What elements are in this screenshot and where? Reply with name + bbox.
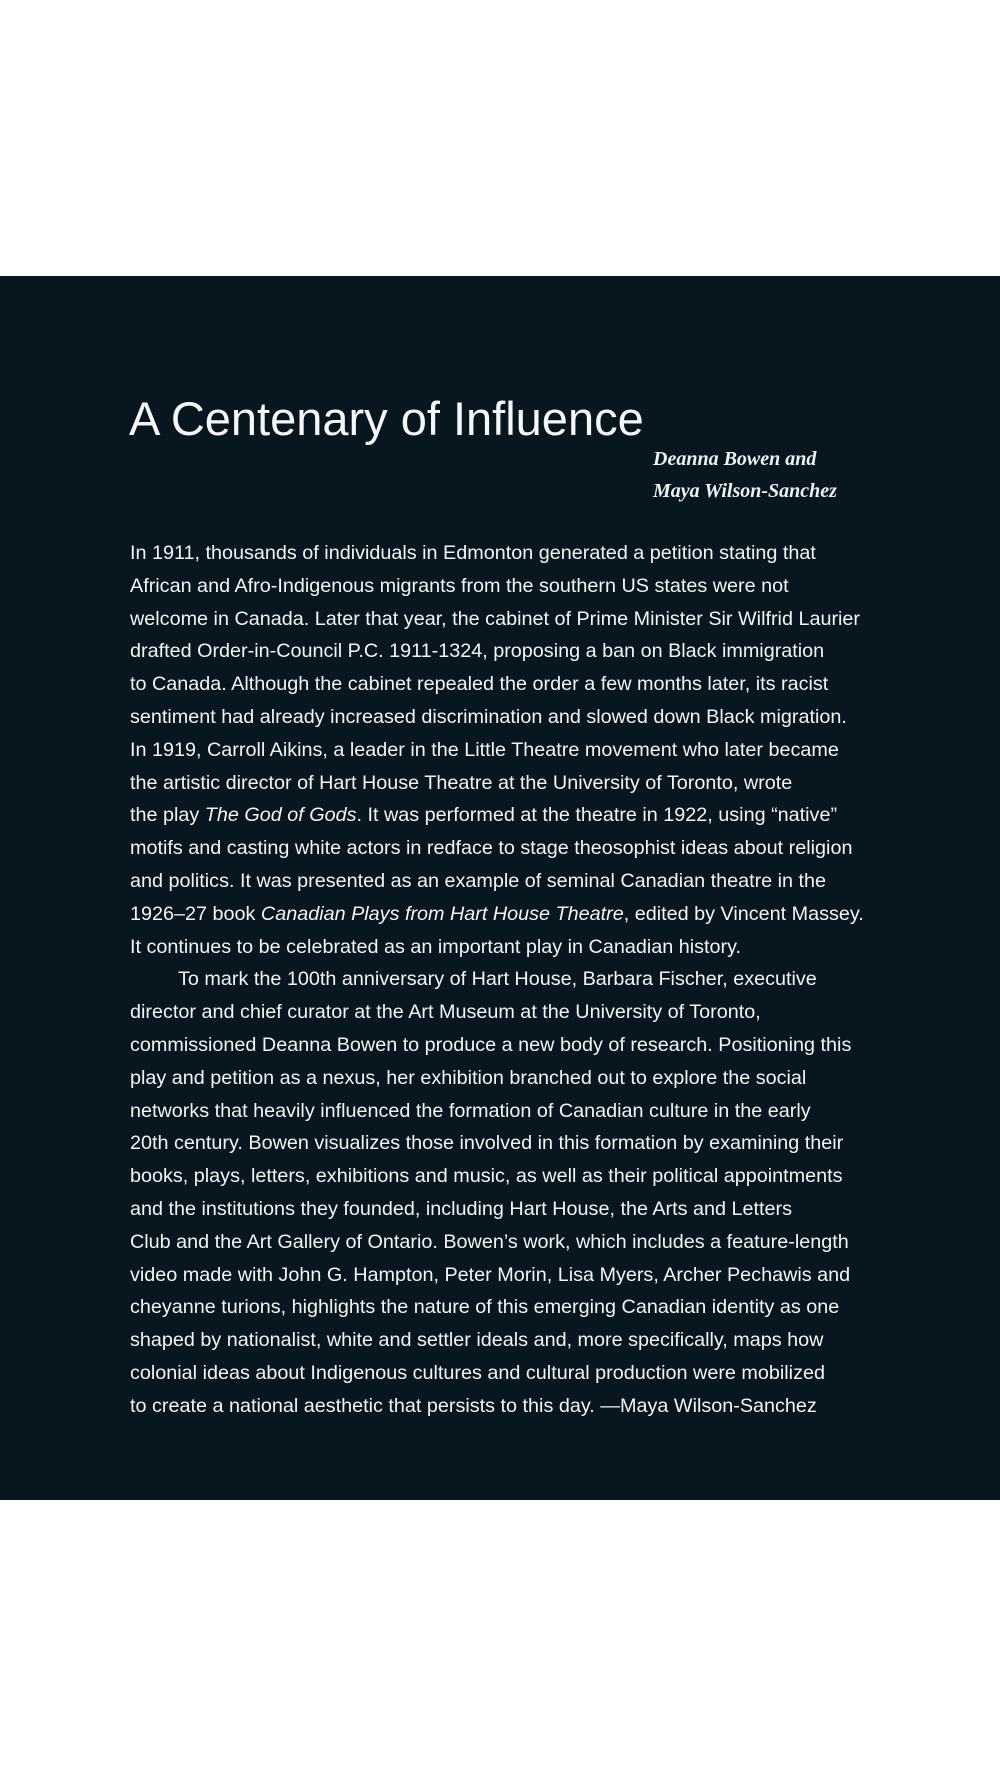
body-line bbox=[130, 1226, 890, 1259]
body-text: In 1911, thousands of individuals in Edmonton generated a petition stating that bbox=[130, 542, 816, 564]
body-line bbox=[130, 963, 890, 996]
body-text: video made with John G. Hampton, Peter Morin, Lisa Myers, Archer Pechawis and bbox=[130, 1263, 851, 1286]
body-line bbox=[130, 570, 890, 603]
body-line bbox=[130, 603, 890, 636]
body-text: African and Afro-Indigenous migrants from the southern US states were not bbox=[130, 574, 789, 597]
body-line bbox=[130, 1390, 890, 1423]
article-body bbox=[130, 537, 890, 1423]
body-text: director and chief curator at the Art Museum at the University of Toronto, bbox=[130, 1001, 761, 1024]
body-line bbox=[130, 1062, 890, 1095]
body-line bbox=[130, 1193, 890, 1226]
article-title: A Centenary of Influence bbox=[129, 392, 644, 445]
body-line bbox=[130, 898, 890, 931]
body-line bbox=[130, 767, 890, 800]
body-line bbox=[130, 865, 890, 898]
body-line bbox=[130, 799, 890, 832]
body-text: to create a national aesthetic that persists to this day. —Maya Wilson-Sanchez bbox=[130, 1394, 817, 1417]
body-line bbox=[130, 832, 890, 865]
body-text: the play bbox=[130, 804, 205, 827]
body-text: It continues to be celebrated as an important play in Canadian history. bbox=[130, 935, 742, 958]
body-line bbox=[130, 1357, 890, 1390]
body-text: . It was performed at the theatre in 1922, using “native” bbox=[356, 804, 838, 827]
body-line bbox=[130, 1127, 890, 1160]
body-text: and politics. It was presented as an example of seminal Canadian theatre in the bbox=[130, 869, 827, 892]
body-italic-text: The God of Gods bbox=[204, 804, 357, 827]
byline-line: Deanna Bowen and bbox=[653, 448, 817, 470]
body-text: motifs and casting white actors in redface to stage theosophist ideas about religion bbox=[130, 837, 853, 860]
body-text: welcome in Canada. Later that year, the cabinet of Prime Minister Sir Wilfrid Laurier bbox=[130, 607, 861, 630]
body-text: play and petition as a nexus, her exhibition branched out to explore the social bbox=[130, 1066, 807, 1089]
byline-line: Maya Wilson-Sanchez bbox=[653, 480, 837, 502]
body-line bbox=[130, 996, 890, 1029]
body-text: 1926–27 book bbox=[130, 902, 261, 925]
body-line bbox=[130, 1160, 890, 1193]
body-line bbox=[130, 1095, 890, 1128]
body-text: , edited by Vincent Massey. bbox=[623, 902, 864, 925]
body-text: commissioned Deanna Bowen to produce a new body of research. Positioning this bbox=[130, 1033, 852, 1056]
article-panel bbox=[0, 276, 1000, 1500]
body-line bbox=[130, 1259, 890, 1292]
article-byline bbox=[653, 443, 837, 507]
body-line bbox=[130, 1291, 890, 1324]
body-text: colonial ideas about Indigenous cultures and cultural production were mobilized bbox=[130, 1361, 825, 1384]
body-line bbox=[130, 668, 890, 701]
body-text: 20th century. Bowen visualizes those involved in this formation by examining their bbox=[130, 1132, 844, 1155]
body-line bbox=[130, 537, 890, 570]
body-text: To mark the 100th anniversary of Hart House, Barbara Fischer, executive bbox=[178, 968, 817, 991]
body-text: shaped by nationalist, white and settler ideals and, more specifically, maps how bbox=[130, 1329, 824, 1352]
body-text: networks that heavily influenced the formation of Canadian culture in the early bbox=[130, 1099, 811, 1122]
body-italic-text: Canadian Plays from Hart House Theatre bbox=[260, 902, 624, 925]
body-text: In 1919, Carroll Aikins, a leader in the Little Theatre movement who later became bbox=[130, 738, 839, 761]
body-text: Club and the Art Gallery of Ontario. Bowen’s work, which includes a feature-length bbox=[130, 1230, 849, 1253]
body-text: sentiment had already increased discrimination and slowed down Black migration. bbox=[130, 705, 847, 728]
body-line bbox=[130, 1324, 890, 1357]
body-text: to Canada. Although the cabinet repealed the order a few months later, its racist bbox=[130, 673, 829, 696]
body-line bbox=[130, 734, 890, 767]
body-line bbox=[130, 635, 890, 668]
body-line bbox=[130, 701, 890, 734]
body-text: cheyanne turions, highlights the nature of this emerging Canadian identity as one bbox=[130, 1296, 840, 1319]
body-text: the artistic director of Hart House Theatre at the University of Toronto, wrote bbox=[130, 771, 793, 794]
body-line bbox=[130, 931, 890, 964]
body-text: and the institutions they founded, including Hart House, the Arts and Letters bbox=[130, 1197, 792, 1220]
body-line bbox=[130, 1029, 890, 1062]
body-text: books, plays, letters, exhibitions and music, as well as their political appointments bbox=[130, 1165, 843, 1188]
body-text: drafted Order-in-Council P.C. 1911-1324, proposing a ban on Black immigration bbox=[130, 640, 825, 663]
